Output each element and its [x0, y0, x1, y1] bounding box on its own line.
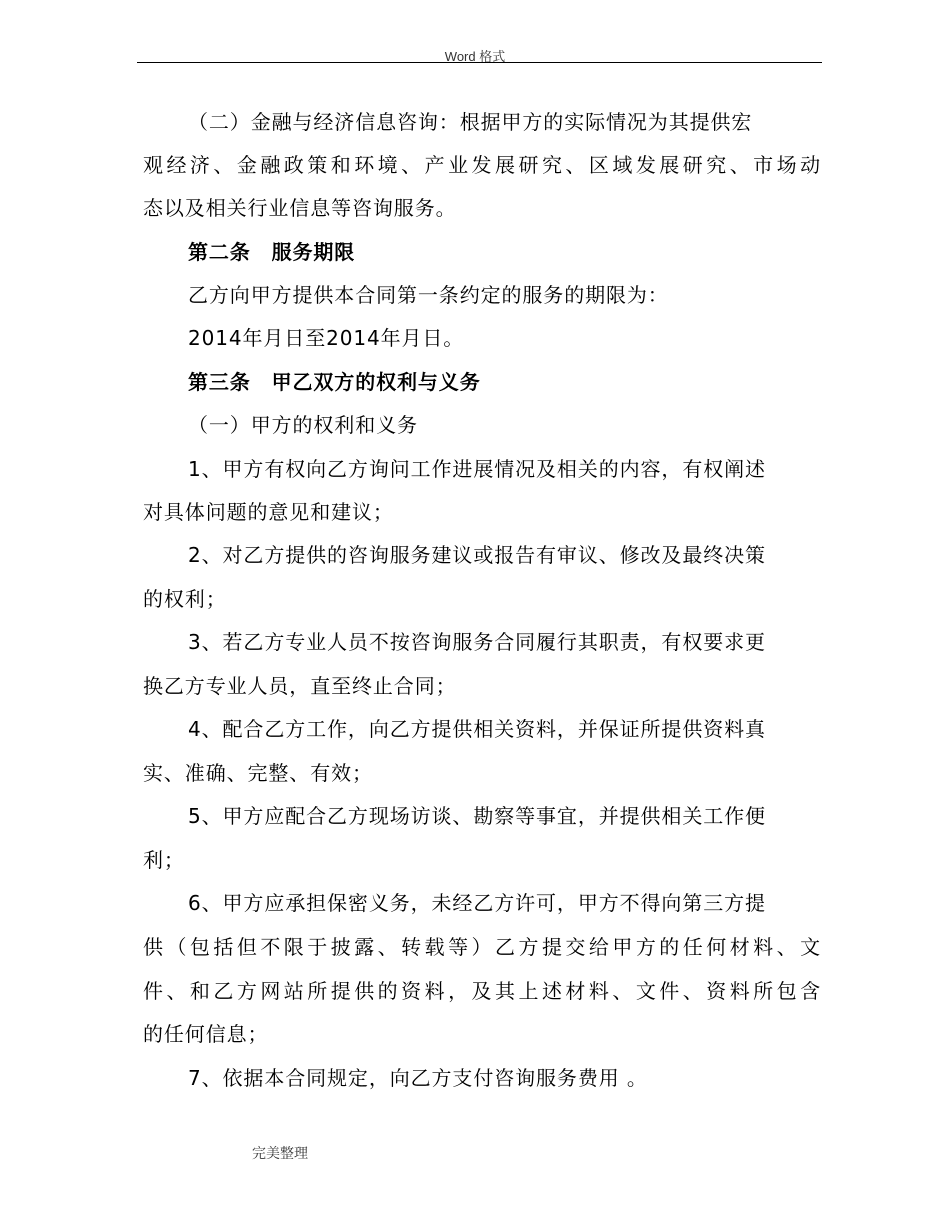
list-item-line: 3、若乙方专业人员不按咨询服务合同履行其职责，有权要求更	[188, 630, 766, 654]
paragraph-line: 观经济、金融政策和环境、产业发展研究、区域发展研究、市场动	[143, 153, 821, 177]
list-item-line: 换乙方专业人员，直至终止合同；	[143, 674, 457, 698]
list-item-line: 1、甲方有权向乙方询问工作进展情况及相关的内容，有权阐述	[188, 457, 766, 481]
page-footer: 完美整理	[252, 1146, 308, 1162]
list-item-line: 实、准确、完整、有效；	[143, 761, 373, 785]
list-item-line: 件、和乙方网站所提供的资料，及其上述材料、文件、资料所包含	[143, 979, 821, 1003]
list-item-line: 2、对乙方提供的咨询服务建议或报告有审议、修改及最终决策	[188, 543, 766, 567]
paragraph-line: 乙方向甲方提供本合同第一条约定的服务的期限为：	[188, 283, 669, 307]
header-divider	[137, 62, 822, 63]
page-header: Word 格式	[444, 49, 506, 64]
paragraph-line: （二）金融与经济信息咨询：根据甲方的实际情况为其提供宏	[188, 110, 753, 134]
article-heading: 第三条 甲乙双方的权利与义务	[188, 370, 481, 394]
list-item-line: 5、甲方应配合乙方现场访谈、勘察等事宜，并提供相关工作便	[188, 804, 766, 828]
list-item-line: 4、配合乙方工作，向乙方提供相关资料，并保证所提供资料真	[188, 717, 766, 741]
list-item-line: 供（包括但不限于披露、转载等）乙方提交给甲方的任何材料、文	[143, 935, 821, 959]
list-item-line: 7、依据本合同规定，向乙方支付咨询服务费用 。	[188, 1066, 648, 1090]
list-item-line: 的任何信息；	[143, 1022, 269, 1046]
list-item-line: 的权利；	[143, 587, 227, 611]
paragraph-line: 2014年月日至2014年月日。	[188, 326, 465, 350]
list-item-line: 对具体问题的意见和建议；	[143, 500, 394, 524]
list-item-line: 利；	[143, 848, 185, 872]
list-item-line: 6、甲方应承担保密义务，未经乙方许可，甲方不得向第三方提	[188, 891, 766, 915]
sub-heading: （一）甲方的权利和义务	[188, 413, 418, 437]
article-heading: 第二条 服务期限	[188, 240, 356, 264]
paragraph-line: 态以及相关行业信息等咨询服务。	[143, 196, 457, 220]
